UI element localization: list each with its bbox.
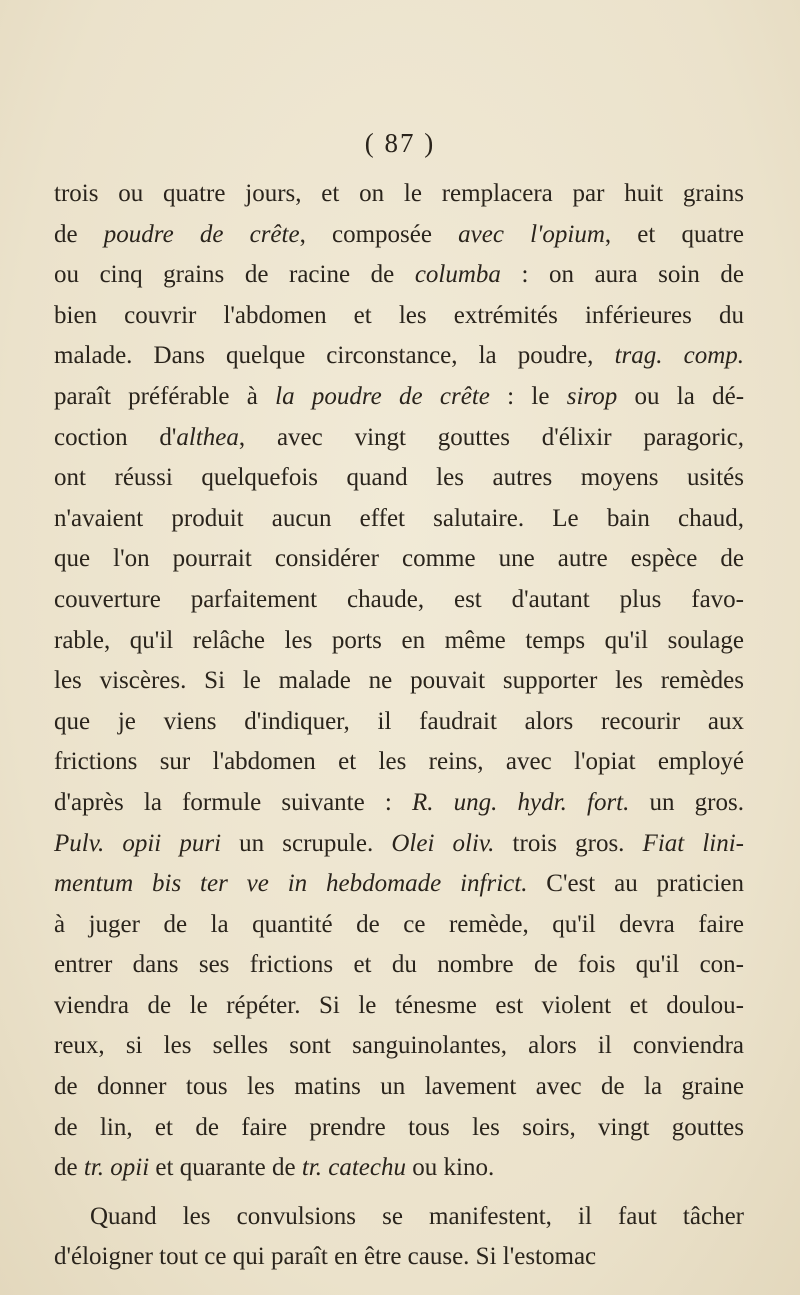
italic-term: tr. catechu xyxy=(301,1154,406,1182)
text-line xyxy=(54,336,744,377)
text-line xyxy=(54,661,744,702)
text-line xyxy=(54,215,744,256)
italic-term: tr. opii xyxy=(83,1154,150,1182)
italic-term: Pulv. opii puri xyxy=(54,829,222,857)
text-segment: , composée xyxy=(299,220,459,248)
text-segment: Quand les convulsions se manifestent, il faut tâcher xyxy=(90,1202,744,1230)
text-line xyxy=(54,499,744,540)
text-line xyxy=(54,174,744,215)
text-segment: trois gros. xyxy=(494,829,643,857)
text-segment: ou kino. xyxy=(406,1154,495,1182)
text-line xyxy=(54,783,744,824)
text-segment: ou cinq grains de racine de xyxy=(54,261,415,289)
italic-term: althea xyxy=(176,423,239,451)
text-segment: n'avaient produit aucun effet salutaire. Le bain chaud, xyxy=(54,504,744,532)
text-line xyxy=(54,580,744,621)
body-text xyxy=(54,174,744,1278)
text-segment: , et quatre xyxy=(604,220,744,248)
text-line xyxy=(54,418,744,459)
text-segment: rable, qu'il relâche les ports en même temps qu'il soulage xyxy=(54,626,744,654)
text-segment: ont réussi quelquefois quand les autres moyens usités xyxy=(54,464,744,492)
italic-term: R. ung. hydr. fort. xyxy=(411,788,630,816)
text-line xyxy=(54,824,744,865)
text-segment: d'après la formule suivante : xyxy=(54,788,412,816)
italic-term: avec l'opium xyxy=(458,220,605,248)
page-number: ( 87 ) xyxy=(364,128,436,158)
text-segment: frictions sur l'abdomen et les reins, avec l'opiat employé xyxy=(54,748,744,776)
text-segment: coction d' xyxy=(54,423,177,451)
text-segment: trois ou quatre jours, et on le remplacera par huit grains xyxy=(54,180,744,207)
text-line xyxy=(54,1108,744,1149)
text-segment: que je viens d'indiquer, il faudrait alors recourir aux xyxy=(54,707,744,735)
text-line xyxy=(54,296,744,337)
text-segment: viendra de le répéter. Si le ténesme est violent et doulou- xyxy=(54,991,744,1019)
text-line xyxy=(54,458,744,499)
italic-term: Fiat lini- xyxy=(642,829,744,857)
text-segment: un scrupule. xyxy=(221,829,392,857)
italic-term: mentum bis ter ve in hebdomade infrict. xyxy=(54,870,528,898)
text-line xyxy=(54,945,744,986)
text-line xyxy=(54,1237,744,1278)
text-line xyxy=(54,986,744,1027)
text-line xyxy=(54,1067,744,1108)
text-segment: reux, si les selles sont sanguinolantes, alors il conviendra xyxy=(54,1032,744,1060)
text-segment: que l'on pourrait considérer comme une autre espèce de xyxy=(54,545,744,573)
text-segment: : on aura soin de xyxy=(500,261,745,289)
text-segment: , avec vingt gouttes d'élixir paragoric, xyxy=(238,423,745,451)
italic-term: poudre de crête xyxy=(103,220,300,248)
text-segment: d'éloigner tout ce qui paraît en être cause. Si l'estomac xyxy=(54,1243,597,1271)
italic-term: sirop xyxy=(566,382,618,410)
italic-term: trag. comp. xyxy=(614,342,745,370)
text-line xyxy=(54,742,744,783)
text-segment: : le xyxy=(489,382,567,410)
text-segment: un gros. xyxy=(629,788,744,816)
text-segment: couverture parfaitement chaude, est d'autant plus favo- xyxy=(54,585,744,613)
text-segment: de xyxy=(54,1154,84,1182)
text-segment: de lin, et de faire prendre tous les soirs, vingt gouttes xyxy=(54,1113,744,1141)
text-line xyxy=(54,1197,744,1238)
text-line xyxy=(54,621,744,662)
text-line xyxy=(54,1148,744,1189)
text-segment: de xyxy=(54,220,104,248)
text-line xyxy=(54,864,744,905)
text-segment: bien couvrir l'abdomen et les extrémités inférieures du xyxy=(54,301,744,329)
text-segment: à juger de la quantité de ce remède, qu'il devra faire xyxy=(54,910,744,938)
text-segment: les viscères. Si le malade ne pouvait supporter les remèdes xyxy=(54,667,744,695)
text-segment: paraît préférable à xyxy=(54,382,276,410)
text-line xyxy=(54,377,744,418)
text-segment: et quarante de xyxy=(149,1154,302,1182)
text-line xyxy=(54,1026,744,1067)
text-line xyxy=(54,539,744,580)
italic-term: columba xyxy=(414,261,501,289)
text-line xyxy=(54,905,744,946)
italic-term: Olei oliv. xyxy=(391,829,495,857)
text-segment: C'est au praticien xyxy=(527,870,745,898)
text-segment: entrer dans ses frictions et du nombre de fois qu'il con- xyxy=(54,951,744,979)
italic-term: la poudre de crête xyxy=(275,382,490,410)
text-line xyxy=(54,702,744,743)
text-line xyxy=(54,255,744,296)
text-segment: ou la dé- xyxy=(617,382,745,410)
text-segment: de donner tous les matins un lavement avec de la graine xyxy=(54,1073,744,1101)
text-segment: malade. Dans quelque circonstance, la poudre, xyxy=(54,342,615,370)
